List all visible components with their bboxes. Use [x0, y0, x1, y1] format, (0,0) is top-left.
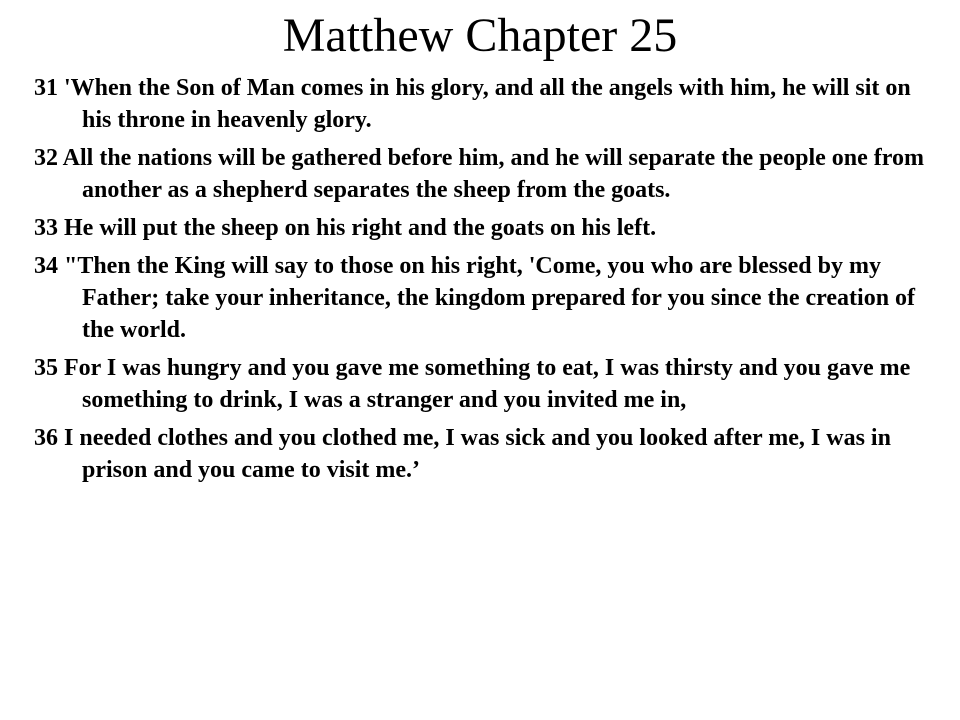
verse-34: 34 "Then the King will say to those on his right, 'Come, you who are blessed by my Father; take your inheritance, the kingdom prepared for you since the creation of the world. [34, 253, 916, 343]
verse-31: 31 'When the Son of Man comes in his glory, and all the angels with him, he will sit on his throne in heavenly glory. [34, 75, 911, 133]
verse-35: 35 For I was hungry and you gave me something to eat, I was thirsty and you gave me something to drink, I was a stranger and you invited me in, [34, 355, 911, 413]
verse-36: 36 I needed clothes and you clothed me, I was sick and you looked after me, I was in prison and you came to visit me.’ [34, 425, 891, 483]
verse-33: 33 He will put the sheep on his right and the goats on his left. [34, 215, 657, 241]
verse-list [34, 72, 934, 492]
slide-title: Matthew Chapter 25 [282, 9, 678, 62]
verse-32: 32 All the nations will be gathered before him, and he will separate the people one from another as a shepherd separates the sheep from the goats. [34, 145, 924, 203]
